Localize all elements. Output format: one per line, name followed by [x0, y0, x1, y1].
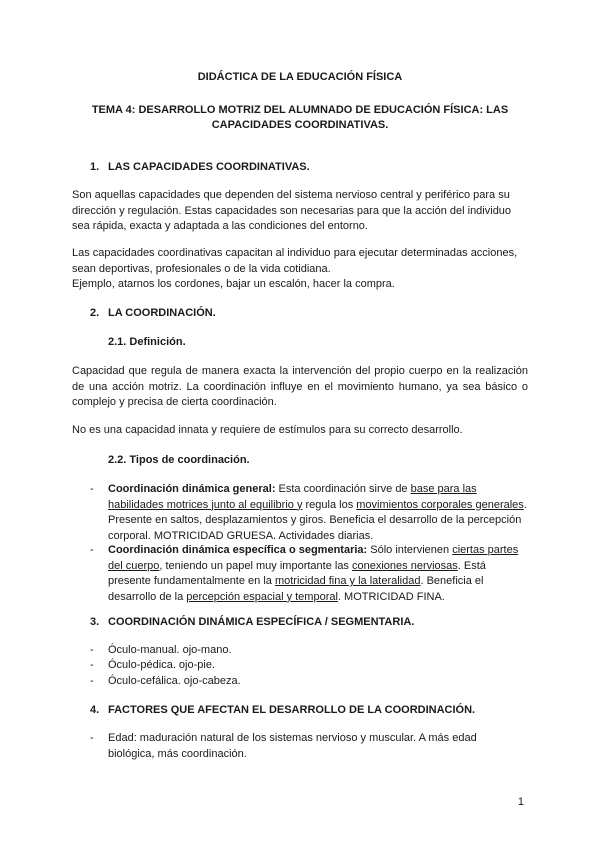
- bullet-dash: -: [90, 659, 94, 671]
- section-1-example: Ejemplo, atarnos los cordones, bajar un escalón, hacer la compra.: [72, 278, 395, 290]
- term-dynamic-general: Coordinación dinámica general:: [108, 483, 276, 495]
- text-run: regula los: [302, 498, 357, 511]
- underlined-text: motricidad fina y la lateralidad: [274, 575, 421, 587]
- underlined-text: base para las habilidades motrices junto al equilibrio y: [108, 483, 477, 511]
- document-title: DIDÁCTICA DE LA EDUCACIÓN FÍSICA: [197, 71, 403, 83]
- bullet-dash: -: [90, 483, 94, 495]
- section-2-title: LA COORDINACIÓN.: [108, 307, 216, 319]
- page-number: 1: [517, 796, 524, 808]
- section-1-paragraph-1: Son aquellas capacidades que dependen del sistema nervioso central y periférico para su dirección y regulación. Estas capacidades son necesarias para que la acción del individuo sea rápida, exacta y adaptada a las condiciones del entorno.: [72, 189, 512, 232]
- text-run: , teniendo un papel muy importante las: [159, 559, 352, 572]
- text-run: . Beneficia el desarrollo de la: [108, 575, 484, 603]
- section-3-heading: [90, 615, 414, 631]
- section-1-heading: [90, 160, 310, 176]
- bullet-dash: -: [90, 675, 94, 687]
- list-item-text: Edad: maduración natural de los sistemas nervioso y muscular. A más edad biológica, más coordinación.: [108, 732, 477, 760]
- section-1-paragraph-2-line-1: Las capacidades coordinativas capacitan al individuo para ejecutar determinadas acciones,: [72, 247, 518, 259]
- section-3-number: 3.: [90, 616, 100, 628]
- section-1-title: LAS CAPACIDADES COORDINATIVAS.: [108, 161, 310, 173]
- section-1-paragraph-2-line-2: sean deportivas, profesionales o de la vida cotidiana.: [72, 263, 331, 275]
- bullet-dash: -: [90, 644, 94, 656]
- list-item-text: [108, 482, 528, 544]
- text-run: Esta coordinación sirve de: [275, 483, 411, 495]
- text-run: . MOTRICIDAD FINA.: [337, 590, 445, 603]
- section-4-number: 4.: [90, 704, 100, 716]
- section-1-number: 1.: [90, 161, 100, 173]
- text-run: Sólo intervienen: [367, 544, 453, 556]
- section-3-title: COORDINACIÓN DINÁMICA ESPECÍFICA / SEGMENTARIA.: [108, 616, 415, 628]
- underlined-text: ciertas partes del cuerpo: [108, 544, 519, 572]
- list-item-text: Óculo-cefálica. ojo-cabeza.: [108, 675, 241, 687]
- list-item-text: Óculo-pédica. ojo-pie.: [108, 659, 216, 671]
- term-dynamic-specific: Coordinación dinámica específica o segmentaria:: [108, 544, 368, 556]
- subsection-2-2-heading: 2.2. Tipos de coordinación.: [108, 454, 250, 466]
- underlined-text: percepción espacial y temporal: [186, 590, 338, 603]
- section-2-heading: [90, 306, 216, 322]
- text-run: . Presente en saltos, desplazamientos y giros. Beneficia el desarrollo de la percepción corporal. MOTRICIDAD GRUESA. Actividades diarias.: [108, 498, 527, 542]
- topic-title-line-2: CAPACIDADES COORDINATIVAS.: [211, 119, 389, 131]
- section-4-title: FACTORES QUE AFECTAN EL DESARROLLO DE LA COORDINACIÓN.: [108, 704, 476, 716]
- list-item-text: Óculo-manual. ojo-mano.: [108, 644, 232, 656]
- topic-title-line-1: TEMA 4: DESARROLLO MOTRIZ DEL ALUMNADO DE EDUCACIÓN FÍSICA: LAS: [91, 104, 509, 116]
- list-item-text: [108, 543, 528, 605]
- bullet-dash: -: [90, 544, 94, 556]
- subsection-2-1-heading: 2.1. Definición.: [108, 336, 186, 348]
- section-2-number: 2.: [90, 307, 100, 319]
- section-2-1-paragraph-1: Capacidad que regula de manera exacta la intervención del propio cuerpo en la realización de una acción motriz. La coordinación influye en el movimiento humano, ya sea básico o complejo y precisa de cierta coordinación.: [72, 365, 528, 408]
- text-run: . Está presente fundamentalmente en la: [108, 559, 486, 587]
- section-2-1-paragraph-2: No es una capacidad innata y requiere de estímulos para su correcto desarrollo.: [72, 424, 463, 436]
- section-4-heading: [90, 703, 475, 719]
- underlined-text: conexiones nerviosas: [352, 559, 458, 572]
- bullet-dash: -: [90, 732, 94, 744]
- underlined-text: movimientos corporales generales: [356, 498, 524, 511]
